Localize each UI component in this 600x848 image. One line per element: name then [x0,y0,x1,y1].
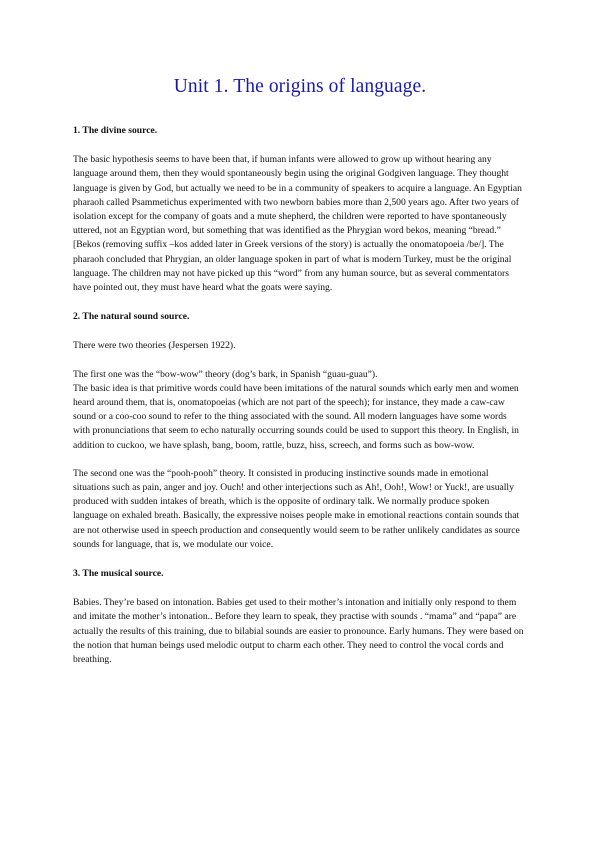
paragraph-divine: The basic hypothesis seems to have been that, if human infants were allowed to grow up without hearing any language around them, then they would spontaneously begin using the original Godgiven language. They thought language is given by God, but actually we need to be in a community of speakers to acquire a language. An Egyptian pharaoh called Psammetichus experimented with two newborn babies more than 2,500 years ago. After two years of isolation except for the company of goats and a mute shepherd, the children were reported to have spontaneously uttered, not an Egyptian word, but something that was identified as the Phrygian word bekos, meaning “bread.” [Bekos (removing suffix –kos added later in Greek versions of the story) is actually the onomatopoeia /be/]. The pharaoh concluded that Phrygian, an older language spoken in part of what is modern Turkey, must be the original language. The children may not have picked up this “word” from any human source, but as several commentators have pointed out, they must have heard what the goats were saying. [73,154,522,294]
section-heading-musical: 3. The musical source. [73,568,164,580]
section-heading-divine: 1. The divine source. [73,125,158,136]
paragraph-bowwow-body: The basic idea is that primitive words could have been imitations of the natural sounds which early men and women heard around them, that is, onomatopoeias (which are not part of the speech); for instance, they made a caw-caw sound or a coo-coo sound to refer to the thing associated with the sound. All modern languages have some words with pronunciations that seem to echo naturally occurring sounds could be used to support this theory. In English, in addition to cuckoo, we have splash, bang, boom, rattle, buzz, hiss, screech, and forms such as bow-wow. [73,382,519,451]
paragraph-bowwow-line: The first one was the “bow-wow” theory (dog’s bark, in Spanish “guau-guau”). [73,368,378,380]
paragraph-musical: Babies. They’re based on intonation. Babies get used to their mother’s intonation and initially only respond to them and imitate the mother’s intonation.. Before they learn to speak, they practise with sounds . “mama” and “papa” are actually the results of this training, due to bilabial sounds are easier to pronounce. Early humans. They were based on the notion that human beings used melodic output to charm each other. They need to control the vocal cords and breathing. [73,597,524,666]
paragraph-natural-intro: There were two theories (Jespersen 1922). [73,340,236,352]
document-body [73,124,525,667]
section-heading-natural: 2. The natural sound source. [73,311,190,323]
page-title: Unit 1. The origins of language. [173,76,427,97]
paragraph-poohpooh: The second one was the “pooh-pooh” theory. It consisted in producing instinctive sounds made in emotional situations such as pain, anger and joy. Ouch! and other interjections such as Ah!, Ooh!, Wow! or Yuck!, are usually produced with sudden intakes of breath, which is the opposite of ordinary talk. We normally produce spoken language on exhaled breath. Basically, the expressive noises people make in emotional reactions contain sounds that are not otherwise used in speech production and consequently would seem to be rather unlikely candidates as source sounds for language, that is, we modulate our voice. [73,467,520,550]
